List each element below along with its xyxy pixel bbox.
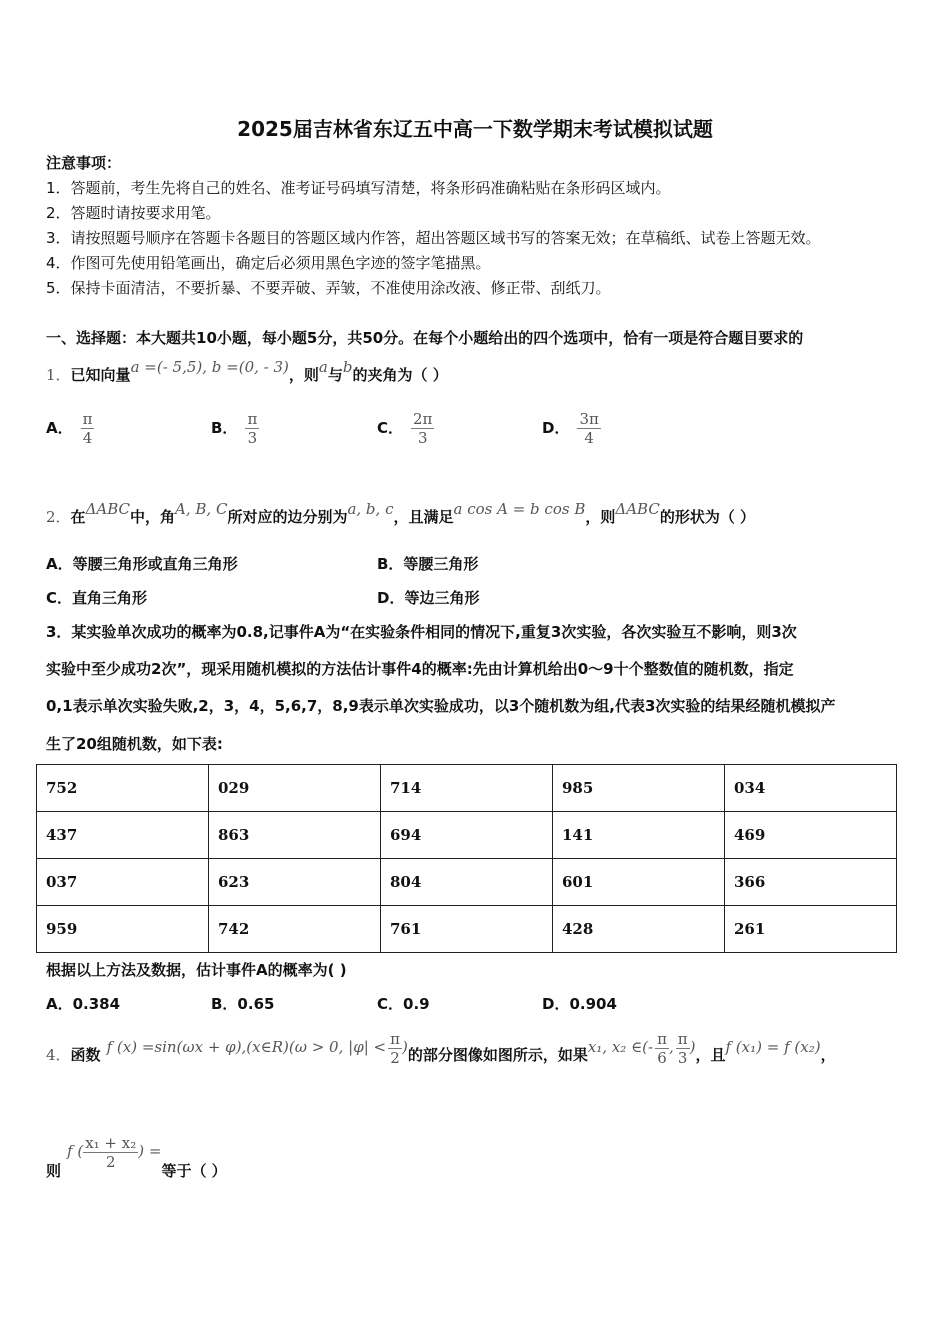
question-number: 1． <box>46 366 71 384</box>
question-number: 4． <box>46 1046 71 1064</box>
table-cell: 034 <box>725 765 897 812</box>
q4-math: f (x) =sin(ωx + φ),(x∈R)(ω > 0, |φ| < <box>106 1037 387 1056</box>
table-cell: 694 <box>381 812 553 859</box>
fraction <box>83 1134 138 1171</box>
table-row <box>37 906 897 953</box>
q3-option-b[interactable]: B．0.65 <box>211 995 275 1013</box>
q2-math: A, B, C <box>175 500 228 518</box>
q2-text: ，则 <box>585 508 616 526</box>
q4-text: 等于（ ） <box>161 1162 227 1180</box>
q2-text: 所对应的边分别为 <box>227 508 348 526</box>
notice-item: 2．答题时请按要求用笔。 <box>46 204 221 222</box>
random-number-table <box>36 764 897 953</box>
q2-math: ΔABC <box>85 500 131 518</box>
q2-math: a cos A = b cos B <box>453 500 586 518</box>
numerator: x₁ + x₂ <box>85 1134 137 1152</box>
table-cell: 601 <box>553 859 725 906</box>
option-label: A． <box>46 419 73 437</box>
fraction <box>411 410 434 447</box>
table-cell: 959 <box>37 906 209 953</box>
q4-math: ) = <box>138 1141 162 1160</box>
numerator: 2π <box>413 410 433 428</box>
q1-text: ，则 <box>288 366 319 384</box>
q4-math: ) <box>401 1037 408 1056</box>
q3-option-c[interactable]: C．0.9 <box>377 995 430 1013</box>
table-cell: 141 <box>553 812 725 859</box>
table-cell: 428 <box>553 906 725 953</box>
q1-text: 的夹角为（ ） <box>352 366 448 384</box>
q2-text: 的形状为（ ） <box>659 508 756 526</box>
section-heading: 一、选择题：本大题共10小题，每小题5分，共50分。在每个小题给出的四个选项中，恰有一项是符合题目要求的 <box>46 329 804 347</box>
q4-text: 函数 <box>70 1046 101 1064</box>
table-cell: 623 <box>209 859 381 906</box>
q3-text-line: 3．某实验单次成功的概率为0.8,记事件A为“在实验条件相同的情况下,重复3次实验，各次实验互不影响，则3次 <box>46 623 797 641</box>
denominator: 6 <box>657 1049 667 1067</box>
page-title: 2025届吉林省东辽五中高一下数学期末考试模拟试题 <box>237 117 713 141</box>
q2-text: 中，角 <box>130 508 176 526</box>
q3-question: 根据以上方法及数据，估计事件A的概率为( ) <box>46 961 347 979</box>
q3-text-line: 生了20组随机数，如下表: <box>46 735 223 753</box>
fraction <box>388 1030 402 1067</box>
q1-math: a =(- 5,5), b =(0, - 3) <box>130 358 289 376</box>
q4-math: f ( <box>67 1141 84 1160</box>
question-4 <box>46 1030 836 1073</box>
table-cell: 752 <box>37 765 209 812</box>
q3-text-line: 0,1表示单次实验失败,2，3，4，5,6,7，8,9表示单次实验成功，以3个随机数为组,代表3次实验的结果经随机模拟产 <box>46 697 836 715</box>
numerator: π <box>657 1030 667 1048</box>
q4-math: , <box>668 1037 674 1056</box>
notice-item: 4．作图可先使用铅笔画出，确定后必须用黑色字迹的签字笔描黑。 <box>46 254 491 272</box>
fraction <box>655 1030 669 1067</box>
q1-text: 已知向量 <box>70 366 131 384</box>
denominator: 4 <box>584 429 594 447</box>
table-cell: 863 <box>209 812 381 859</box>
table-cell: 261 <box>725 906 897 953</box>
denominator: 3 <box>417 429 428 447</box>
q1-option-d[interactable] <box>542 410 601 447</box>
numerator: π <box>82 410 93 428</box>
table-row <box>37 765 897 812</box>
denominator: 4 <box>82 429 93 447</box>
fraction <box>676 1030 690 1067</box>
fraction <box>577 410 600 447</box>
table-row <box>37 859 897 906</box>
denominator: 2 <box>390 1049 400 1067</box>
q2-option-b[interactable]: B．等腰三角形 <box>377 555 479 573</box>
q1-option-a[interactable] <box>46 410 94 447</box>
q1-math: b <box>342 358 353 376</box>
q3-option-a[interactable]: A．0.384 <box>46 995 121 1013</box>
q4-math: x₁, x₂ ∈(- <box>587 1037 654 1056</box>
numerator: π <box>677 1030 688 1048</box>
table-cell: 469 <box>725 812 897 859</box>
q3-option-d[interactable]: D．0.904 <box>542 995 617 1013</box>
q1-text: 与 <box>327 366 343 384</box>
table-cell: 761 <box>381 906 553 953</box>
q4-math: ) <box>689 1037 696 1056</box>
table-row <box>37 812 897 859</box>
q2-text: ，且满足 <box>393 508 454 526</box>
q1-option-b[interactable] <box>211 410 259 447</box>
q2-text: 在 <box>70 508 86 526</box>
q4-text: ， <box>820 1046 836 1064</box>
q1-option-c[interactable] <box>377 410 434 447</box>
notice-heading: 注意事项： <box>46 154 122 172</box>
notice-item: 3．请按照题号顺序在答题卡各题目的答题区域内作答，超出答题区域书写的答案无效；在草稿纸、试卷上答题无效。 <box>46 229 821 247</box>
option-label: B． <box>211 419 238 437</box>
q3-text-line: 实验中至少成功2次”，现采用随机模拟的方法估计事件4的概率:先由计算机给出0～9十个整数值的随机数，指定 <box>46 660 794 678</box>
q4-text: 的部分图像如图所示，如果 <box>407 1046 588 1064</box>
q2-math: a, b, c <box>347 500 394 518</box>
notice-item: 5．保持卡面清洁，不要折暴、不要弄破、弄皱，不准使用涂改液、修正带、刮纸刀。 <box>46 279 611 297</box>
question-2 <box>46 500 756 527</box>
table-cell: 437 <box>37 812 209 859</box>
denominator: 3 <box>247 429 258 447</box>
q1-math: a <box>318 358 328 376</box>
q2-option-c[interactable]: C．直角三角形 <box>46 589 148 607</box>
q4-math: f (x₁) = f (x₂) <box>725 1037 821 1056</box>
fraction <box>81 410 95 447</box>
table-cell: 804 <box>381 859 553 906</box>
denominator: 3 <box>677 1049 688 1067</box>
q4-text: 则 <box>46 1162 62 1180</box>
q2-option-d[interactable]: D．等边三角形 <box>377 589 480 607</box>
table-cell: 985 <box>553 765 725 812</box>
denominator: 2 <box>105 1153 116 1171</box>
notice-item: 1．答题前，考生先将自己的姓名、准考证号码填写清楚，将条形码准确粘贴在条形码区域内。 <box>46 179 671 197</box>
numerator: π <box>247 410 258 428</box>
q2-math: ΔABC <box>615 500 660 518</box>
q2-option-a[interactable]: A．等腰三角形或直角三角形 <box>46 555 238 573</box>
option-label: C． <box>377 419 404 437</box>
question-number: 2． <box>46 508 71 526</box>
numerator: 3π <box>579 410 599 428</box>
question-4-cont <box>46 1134 227 1180</box>
fraction <box>245 410 259 447</box>
table-cell: 029 <box>209 765 381 812</box>
q4-text: ，且 <box>695 1046 726 1064</box>
table-cell: 714 <box>381 765 553 812</box>
table-cell: 742 <box>209 906 381 953</box>
numerator: π <box>390 1030 400 1048</box>
table-cell: 366 <box>725 859 897 906</box>
table-cell: 037 <box>37 859 209 906</box>
question-1 <box>46 358 448 385</box>
option-label: D． <box>542 419 570 437</box>
